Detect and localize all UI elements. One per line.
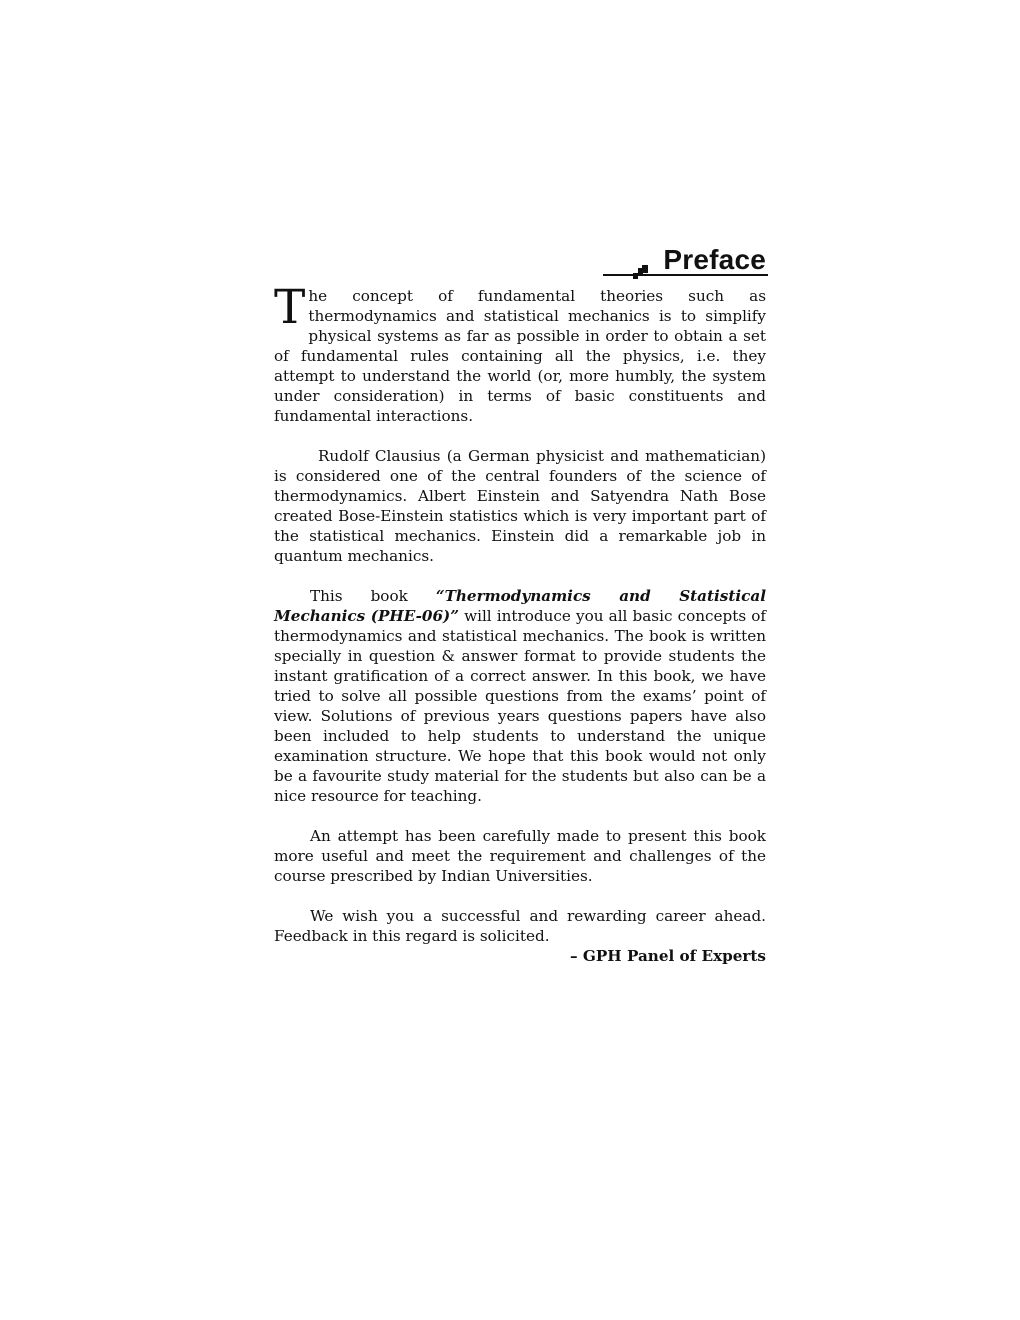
drop-cap: T [274,280,306,335]
paragraph-wish: We wish you a successful and rewarding career ahead. Feedback in this regard is solicited. [274,907,766,945]
preface-page [274,240,766,966]
paragraph-intro-text: he concept of fundamental theories such as thermodynamics and statistical mechanics is to simplify physical systems as far as possible in order to obtain a set of fundamental rules containing all the physics, i.e. they attempt to understand the world (or, more humbly, the system under consideration) in terms of basic constituents and fundamental interactions. [274,287,766,425]
paragraph-book-lead: This book [310,587,436,605]
step-bullet-icon [633,265,647,279]
book-title: “Thermodynamics and Statistical Mechanics (PHE-06)” [274,587,766,625]
paragraph-attempt: An attempt has been carefully made to present this book more useful and meet the requirement and challenges of the course prescribed by Indian Universities. [274,827,766,885]
paragraph-intro [274,280,766,426]
signature: – GPH Panel of Experts [570,947,766,965]
paragraph-book [274,586,766,806]
page-title: Preface [663,244,766,275]
preface-heading [274,240,766,276]
paragraph-book-text: will introduce you all basic concepts of thermodynamics and statistical mechanics. The book is written specially in question & answer format to provide students the instant gratification of a correct answer. In this book, we have tried to solve all possible questions from the exams’ point of view. Solutions of previous years questions papers have also been included to help students to understand the unique examination structure. We hope that this book would not only be a favourite study material for the students but also can be a nice resource for teaching. [274,607,766,805]
paragraph-clausius: Rudolf Clausius (a German physicist and mathematician) is considered one of the central founders of the science of thermodynamics. Albert Einstein and Satyendra Nath Bose created Bose-Einstein statistics which is very important part of the statistical mechanics. Einstein did a remarkable job in quantum mechanics. [274,447,766,565]
